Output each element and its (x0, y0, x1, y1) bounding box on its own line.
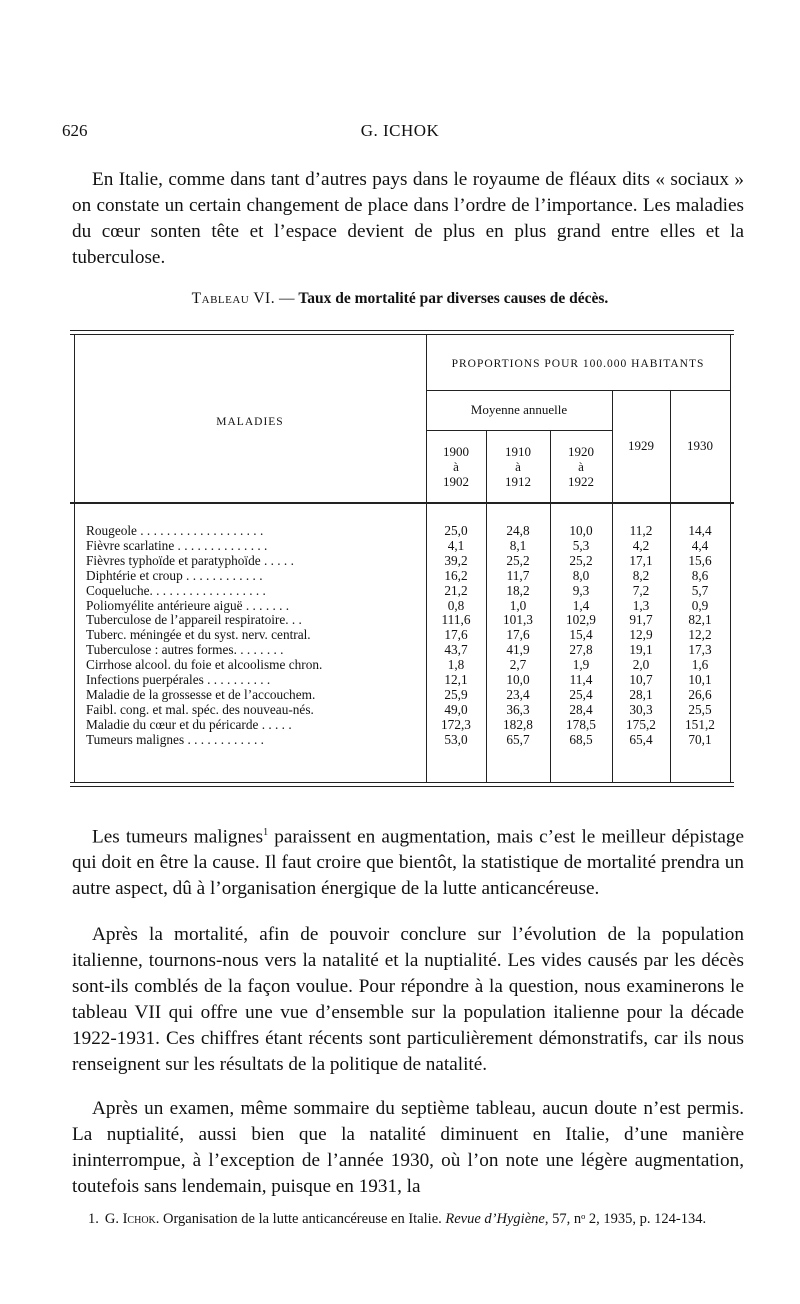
table-cell-v4: 11,2 (629, 523, 653, 538)
footnote-number: 1. (88, 1211, 99, 1227)
table-cell-v1: 21,2 (444, 582, 468, 598)
table-row-disease: Faibl. cong. et mal. spéc. des nouveau-nés. (86, 702, 314, 717)
header-period-1920 (550, 444, 612, 489)
footnote-details: , 57, nᵒ 2, 1935, p. 124-134. (544, 1211, 707, 1227)
table-cell-v4: 65,4 (629, 731, 653, 747)
footnote-text: Organisation de la lutte anticancéreuse en Italie. (159, 1211, 446, 1227)
table-cell-v1: 172,3 (441, 716, 471, 732)
table-row-disease: Fièvres typhoïde et paratyphoïde . . . . . (86, 553, 294, 568)
table-cell-v4: 10,7 (629, 672, 653, 687)
table-cell-v1: 49,0 (444, 701, 468, 717)
header-period-1910 (486, 444, 550, 489)
table-cell-v2: 101,3 (503, 612, 533, 628)
table-cell-v1: 12,1 (444, 672, 468, 687)
table-cell-v3: 1,4 (572, 597, 590, 613)
table-row-disease: Rougeole . . . . . . . . . . . . . . . . . . . (86, 524, 264, 538)
table-cell-v4: 4,2 (632, 537, 650, 553)
table-cell-v4: 8,2 (632, 567, 650, 583)
table-cell-v4: 17,1 (629, 552, 653, 568)
header-year-1929: 1929 (628, 438, 654, 453)
header-period-1900 (426, 444, 486, 489)
running-title: G. ICHOK (360, 121, 440, 140)
table-caption (0, 290, 800, 308)
table-cell-v1: 16,2 (444, 567, 468, 583)
table-cell-v3: 5,3 (572, 537, 590, 553)
table-cell-v2: 17,6 (506, 627, 530, 643)
table-caption-dash: — (275, 290, 299, 307)
footnote-author: G. Ichok. (104, 1211, 160, 1227)
table-row-disease: Poliomyélite antérieure aiguë . . . . . . . (86, 598, 290, 613)
natality-paragraph: Après la mortalité, afin de pouvoir conclure sur l’évolution de la population italienne, tournons-nous vers la natalité et la nuptialité. Les vides causés par les décès sont-ils comblés de la façon voulue. Pour répondre à la question, nous examinerons le tableau VII qui offre une vue d’ensemble sur la population italienne pour la décade 1922-1931. Ces chiffres étant récents sont particulièrement démonstratifs, car ils nous renseignent sur les résultats de la politique de natalité. (72, 924, 744, 1075)
table-cell-v3: 15,4 (569, 627, 593, 643)
tumors-text-before: Les tumeurs malignes (92, 826, 264, 848)
table-cell-v3: 68,5 (569, 731, 593, 747)
table-cell-v2: 41,9 (506, 642, 530, 658)
table-cell-v3: 27,8 (569, 642, 593, 658)
table-cell-v1: 4,1 (447, 537, 465, 553)
table-cell-v3: 178,5 (566, 716, 596, 732)
period-a: à (453, 459, 459, 474)
table-cell-v2: 10,0 (506, 672, 530, 687)
footnote-journal: Revue d’Hygiène (445, 1211, 545, 1227)
table-cell-v2: 36,3 (506, 701, 530, 717)
table-left-rule (74, 334, 75, 782)
table-cell-v2: 23,4 (506, 686, 530, 702)
table-cell-v3: 8,0 (572, 567, 590, 583)
table-cell-v2: 11,7 (506, 567, 530, 583)
table-cell-v5: 10,1 (688, 672, 712, 687)
table-cell-v1: 1,8 (447, 657, 465, 673)
table-cell-v1: 53,0 (444, 731, 468, 747)
table-cell-v5: 26,6 (688, 686, 712, 702)
period-from: 1920 (568, 444, 594, 459)
table-cell-v4: 30,3 (629, 701, 653, 717)
table-cell-v4: 7,2 (632, 582, 650, 598)
table-cell-v5: 17,3 (688, 642, 712, 658)
table-cell-v3: 102,9 (566, 612, 596, 628)
intro-paragraph: En Italie, comme dans tant d’autres pays dans le royaume de fléaux dits « sociaux » on constate un certain changement de place dans l’ordre de l’importance. Les maladies du cœur sonten tête et l’espace devient de plus en plus grand entre elles et la tuberculose. (72, 169, 744, 268)
table-cell-v3: 11,4 (569, 672, 593, 687)
table-cell-v4: 1,3 (632, 597, 650, 613)
mortality-table (70, 330, 734, 786)
table-row-disease: Infections puerpérales . . . . . . . . . . (86, 673, 271, 687)
footnote (88, 1210, 748, 1229)
header-proportions: PROPORTIONS POUR 100.000 HABITANTS (451, 358, 705, 370)
table-right-rule (730, 334, 731, 782)
table-top-rule-inner (70, 334, 734, 335)
table-cell-v5: 1,6 (691, 657, 709, 673)
table-cell-v5: 25,5 (688, 701, 712, 717)
table-cell-v1: 111,6 (441, 612, 471, 628)
table-cell-v1: 25,9 (444, 686, 468, 702)
period-to: 1902 (443, 474, 469, 489)
table-cell-v1: 39,2 (444, 552, 468, 568)
period-a: à (515, 459, 521, 474)
table-cell-v2: 25,2 (506, 552, 530, 568)
header-moyenne-rule (426, 430, 612, 431)
table-cell-v5: 5,7 (691, 582, 709, 598)
table-row-disease: Tuberculose : autres formes. . . . . . . . (86, 643, 284, 658)
period-to: 1922 (568, 474, 594, 489)
header-moyenne: Moyenne annuelle (470, 402, 568, 417)
footnote-reference: 1 (263, 827, 269, 838)
page-number: 626 (62, 121, 88, 140)
table-cell-v2: 1,0 (509, 597, 527, 613)
table-cell-v3: 28,4 (569, 701, 593, 717)
table-cell-v4: 2,0 (632, 657, 650, 673)
table-cell-v5: 4,4 (691, 537, 709, 553)
table-row-disease: Coqueluche. . . . . . . . . . . . . . . . . . (86, 583, 266, 598)
table-cell-v2: 182,8 (503, 716, 533, 732)
table-cell-v3: 10,0 (569, 523, 593, 538)
table-cell-v4: 12,9 (629, 627, 653, 643)
table-cell-v1: 17,6 (444, 627, 468, 643)
table-top-rule (70, 330, 734, 331)
table-cell-v4: 91,7 (629, 612, 653, 628)
period-from: 1910 (505, 444, 531, 459)
tumors-text-after: paraissent en augmentation, mais c’est le meilleur dépistage qui doit en être la cause. Il faut croire que bientôt, la statistique de mortalité prendra un autre aspect, dû à l’organisation énergique de la lutte anticancéreuse. (72, 826, 745, 900)
table-cell-v2: 65,7 (506, 731, 530, 747)
table-cell-v4: 19,1 (629, 642, 653, 658)
table-cell-v3: 25,4 (569, 686, 593, 702)
table-row-disease: Fièvre scarlatine . . . . . . . . . . . . . . (86, 538, 268, 553)
table-cell-v1: 0,8 (447, 597, 465, 613)
table-cell-v2: 24,8 (506, 523, 530, 538)
table-cell-v3: 25,2 (569, 552, 593, 568)
table-cell-v5: 82,1 (688, 612, 712, 628)
table-cell-v5: 15,6 (688, 552, 712, 568)
table-cell-v1: 43,7 (444, 642, 468, 658)
table-cell-v5: 0,9 (691, 597, 709, 613)
table-cell-v4: 175,2 (626, 716, 656, 732)
table-row-disease: Diphtérie et croup . . . . . . . . . . . . (86, 568, 263, 583)
period-from: 1900 (443, 444, 469, 459)
header-year-1930: 1930 (687, 438, 713, 453)
table-caption-title: Taux de mortalité par diverses causes de décès. (298, 290, 609, 307)
examination-paragraph: Après un examen, même sommaire du septième tableau, aucun doute n’est permis. La nuptialité, aussi bien que la natalité diminuent en Italie, d’une manière ininterrompue, à l’exception de l’année 1930, où l’on note une légère augmentation, toutefois sans lendemain, puisque en 1931, la (72, 1098, 744, 1197)
table-row-disease: Tumeurs malignes . . . . . . . . . . . . (86, 732, 264, 747)
table-cell-v3: 1,9 (572, 657, 590, 673)
table-cell-v5: 12,2 (688, 627, 712, 643)
table-cell-v2: 2,7 (509, 657, 527, 673)
table-cell-v3: 9,3 (572, 582, 590, 598)
table-cell-v5: 8,6 (691, 567, 709, 583)
table-header-rule (70, 502, 734, 504)
table-cell-v5: 70,1 (688, 731, 712, 747)
table-cell-v2: 8,1 (509, 537, 527, 553)
table-cell-v1: 25,0 (444, 523, 468, 538)
header-maladies: MALADIES (216, 416, 284, 428)
table-bottom-rule (70, 782, 734, 783)
table-bottom-rule-outer (70, 786, 734, 787)
table-cell-v2: 18,2 (506, 582, 530, 598)
table-row-disease: Tuberc. méningée et du syst. nerv. central. (86, 628, 311, 643)
table-row-disease: Tuberculose de l’appareil respiratoire. . . (86, 613, 302, 628)
table-cell-v5: 14,4 (688, 523, 712, 538)
table-cell-v5: 151,2 (685, 716, 715, 732)
table-row-disease: Maladie de la grossesse et de l’accouchem. (86, 687, 316, 702)
table-row-disease: Cirrhose alcool. du foie et alcoolisme chron. (86, 658, 323, 673)
period-to: 1912 (505, 474, 531, 489)
tumors-paragraph (72, 820, 744, 902)
table-row-disease: Maladie du cœur et du péricarde . . . . . (86, 717, 292, 732)
table-caption-label: Tableau VI. (191, 290, 276, 307)
header-proportions-rule (426, 390, 730, 391)
period-a: à (578, 459, 584, 474)
table-cell-v4: 28,1 (629, 686, 653, 702)
